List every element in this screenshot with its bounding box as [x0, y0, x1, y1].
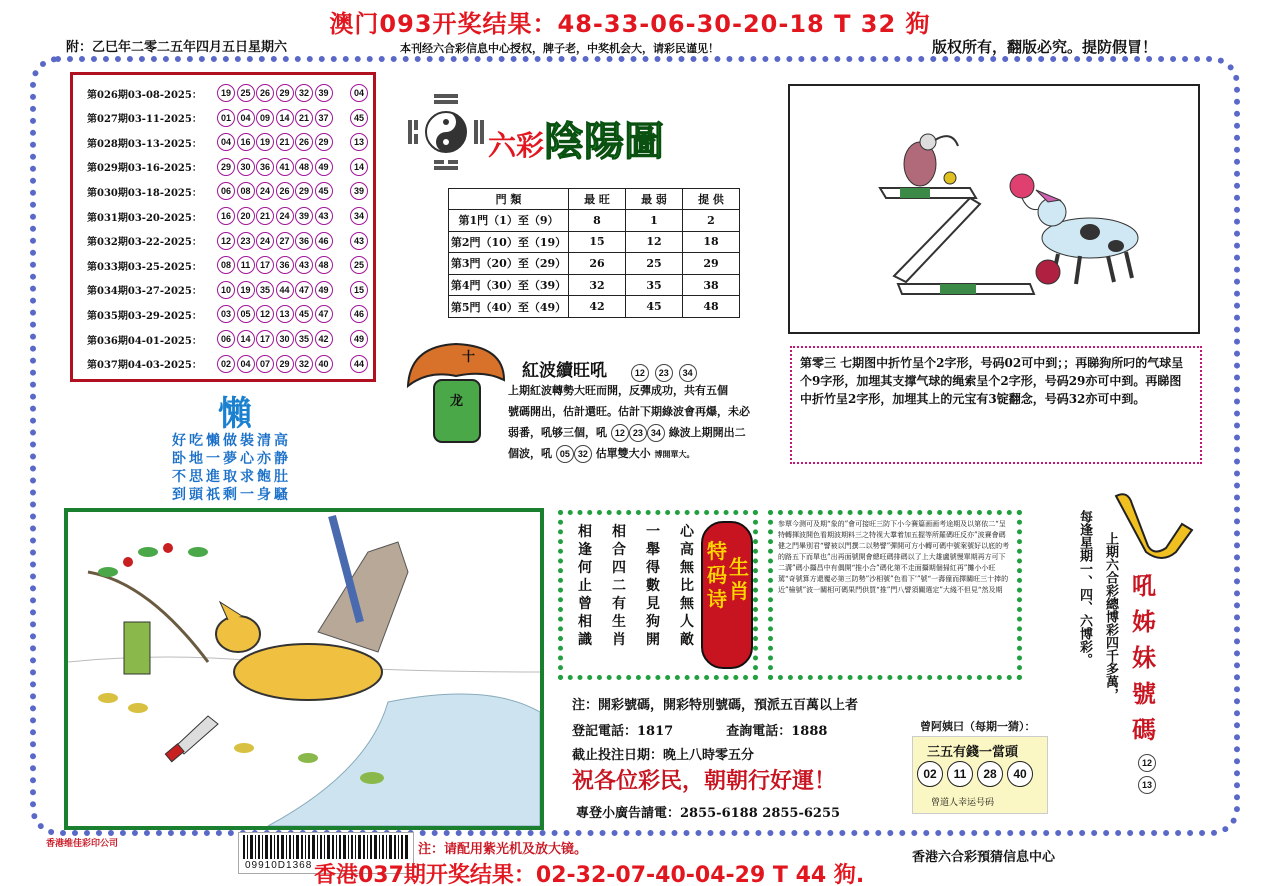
- history-row: [87, 81, 370, 105]
- history-row: [87, 253, 370, 277]
- table-row: [449, 210, 740, 232]
- aunt-ball: 28: [977, 761, 1003, 787]
- history-special-ball: 49: [350, 330, 368, 348]
- history-ball: 08: [217, 256, 235, 274]
- badge-text-right: 生肖: [729, 555, 749, 603]
- stats-group-cell: 第1門（1）至（9）: [449, 210, 569, 232]
- stats-value-cell: 26: [569, 253, 626, 275]
- history-ball: 36: [295, 232, 313, 250]
- stats-value-cell: 1: [626, 210, 683, 232]
- history-row-label: 第034期03-27-2025：: [87, 286, 202, 298]
- history-ball: 46: [315, 232, 333, 250]
- history-ball: 14: [276, 109, 294, 127]
- history-special-ball: 25: [350, 256, 368, 274]
- history-ball: 17: [256, 256, 274, 274]
- history-row-label: 第029期03-16-2025：: [87, 163, 202, 175]
- col-header-weakest: 最 弱: [626, 189, 683, 210]
- history-special-ball: 43: [350, 232, 368, 250]
- table-row: [449, 296, 740, 318]
- lazy-poem-line: 卧地一夢心亦静: [172, 451, 291, 467]
- sisters-numbers-heading: 吼姊妹號碼: [1132, 571, 1156, 744]
- headline-macau-result: 澳门093开奖结果：48-33-06-30-20-18 T 32 狗: [329, 10, 931, 38]
- balloon-illustration: [1010, 174, 1034, 198]
- stats-value-cell: 35: [626, 274, 683, 296]
- mushroom-char-top: 十: [462, 350, 476, 365]
- history-row: [87, 130, 370, 154]
- special-code-poem-badge: [701, 521, 753, 669]
- history-ball: 06: [217, 182, 235, 200]
- redwave-ball: 34: [647, 424, 665, 442]
- redwave-small-text: 博開單大。: [654, 449, 695, 459]
- history-ball: 19: [237, 281, 255, 299]
- history-ball: 17: [256, 330, 274, 348]
- stats-value-cell: 48: [683, 296, 740, 318]
- title-part-1: 六彩: [488, 129, 545, 162]
- col-header-hottest: 最 旺: [569, 189, 626, 210]
- history-ball: 03: [217, 305, 235, 323]
- history-special-ball: 04: [350, 84, 368, 102]
- aunt-caption: 曾道人幸运号码: [931, 798, 995, 808]
- history-row: [87, 155, 370, 179]
- stats-value-cell: 8: [569, 210, 626, 232]
- poem-column: 心高無比無人敵: [680, 524, 694, 648]
- table-header-row: [449, 189, 740, 210]
- history-ball: 16: [237, 133, 255, 151]
- draw-history-panel: [70, 72, 376, 382]
- stats-value-cell: 38: [683, 274, 740, 296]
- history-ball: 25: [237, 84, 255, 102]
- saxophone-icon: [1108, 490, 1194, 560]
- history-row-label: 第028期03-13-2025：: [87, 138, 202, 150]
- table-row: [449, 231, 740, 253]
- history-row: [87, 302, 370, 326]
- stats-value-cell: 32: [569, 274, 626, 296]
- history-ball: 04: [217, 133, 235, 151]
- number-group-stats-table: [448, 188, 740, 318]
- history-row: [87, 179, 370, 203]
- redwave-title-ball: 34: [679, 364, 697, 382]
- history-ball: 06: [217, 330, 235, 348]
- history-ball: 19: [217, 84, 235, 102]
- history-ball: 24: [276, 207, 294, 225]
- redwave-heading: [522, 356, 697, 382]
- redwave-line: 號碼開出，估計還旺。估計下期綠波會再爆，未必: [508, 405, 750, 418]
- sisters-ball: 12: [1138, 754, 1156, 772]
- stats-value-cell: 12: [626, 231, 683, 253]
- redwave-title-ball: 23: [655, 364, 673, 382]
- history-ball: 39: [315, 84, 333, 102]
- lazy-poem-line: 好吃懶做裝清高: [172, 433, 291, 449]
- history-ball: 43: [295, 256, 313, 274]
- stats-group-cell: 第3門（20）至（29）: [449, 253, 569, 275]
- history-ball: 44: [276, 281, 294, 299]
- history-ball: 21: [295, 109, 313, 127]
- history-ball: 27: [276, 232, 294, 250]
- redwave-ball: 32: [574, 445, 592, 463]
- history-ball: 09: [256, 109, 274, 127]
- redwave-ball: 12: [611, 424, 629, 442]
- history-ball: 26: [256, 84, 274, 102]
- redwave-title-ball: 12: [631, 364, 649, 382]
- good-luck-wish: 祝各位彩民，朝朝行好運！: [572, 768, 837, 794]
- history-ball: 26: [276, 182, 294, 200]
- history-ball: 07: [256, 355, 274, 373]
- history-ball: 47: [295, 281, 313, 299]
- history-ball: 02: [217, 355, 235, 373]
- history-row-label: 第036期04-01-2025：: [87, 335, 202, 347]
- history-row: [87, 106, 370, 130]
- history-ball: 29: [217, 158, 235, 176]
- history-ball: 32: [295, 84, 313, 102]
- badge-text-left: 特码诗: [707, 539, 727, 611]
- phone-line: [572, 720, 827, 739]
- history-row: [87, 352, 370, 376]
- history-ball: 30: [237, 158, 255, 176]
- barcode-number: 09910D1368: [245, 860, 313, 871]
- history-special-ball: 14: [350, 158, 368, 176]
- history-row: [87, 204, 370, 228]
- stats-value-cell: 45: [626, 296, 683, 318]
- stats-group-cell: 第2門（10）至（19）: [449, 231, 569, 253]
- riddle-illustration: [788, 84, 1200, 334]
- table-row: [449, 274, 740, 296]
- history-ball: 32: [295, 355, 313, 373]
- redwave-text: 綠波上期開出二: [668, 426, 746, 439]
- history-ball: 26: [295, 133, 313, 151]
- history-row: [87, 327, 370, 351]
- redwave-title: 紅波續旺吼: [522, 361, 607, 381]
- col-header-suggest: 提 供: [683, 189, 740, 210]
- history-ball: 48: [315, 256, 333, 274]
- history-special-ball: 46: [350, 305, 368, 323]
- stats-value-cell: 29: [683, 253, 740, 275]
- history-ball: 01: [217, 109, 235, 127]
- history-ball: 20: [237, 207, 255, 225]
- redwave-ball: 05: [556, 445, 574, 463]
- landscape-illustration: [64, 508, 544, 830]
- riddle-explanation: 第零三 七期图中折竹呈个2字形，号码02可中到；；再睇狗所叼的气球呈个9字形，加埋其支撑气球的绳索呈个2字形，号码29亦可中到。再睇图中折竹呈2字形，加埋其上的元宝有3锭翻念，号码32亦可中到。: [790, 346, 1202, 464]
- bird-illustration: [904, 134, 958, 186]
- history-ball: 29: [276, 84, 294, 102]
- col-header-group: 門 類: [449, 189, 569, 210]
- history-ball: 45: [315, 182, 333, 200]
- publisher-center: 香港六合彩預猜信息中心: [912, 850, 1056, 865]
- last-draw-total-note: 上期六合彩總博彩四千多萬，: [1103, 532, 1118, 701]
- history-row-label: 第032期03-22-2025：: [87, 237, 202, 249]
- history-ball: 10: [217, 281, 235, 299]
- history-ball: 24: [256, 182, 274, 200]
- headline-hongkong-result: 香港037期开奖结果：02-32-07-40-04-29 T 44 狗.: [314, 863, 865, 886]
- stats-value-cell: 25: [626, 253, 683, 275]
- special-code-poem-panel: [558, 510, 758, 680]
- history-special-ball: 39: [350, 182, 368, 200]
- redwave-ball: 23: [629, 424, 647, 442]
- history-ball: 36: [256, 158, 274, 176]
- history-ball: 35: [295, 330, 313, 348]
- title-part-2: 陰陽圖: [544, 118, 665, 165]
- history-ball: 12: [256, 305, 274, 323]
- copyright-notice: 版权所有，翻版必究。提防假冒！: [932, 38, 1158, 56]
- issue-date: 附：乙巳年二零二五年四月五日星期六: [66, 40, 288, 55]
- history-ball: 04: [237, 109, 255, 127]
- history-special-ball: 13: [350, 133, 368, 151]
- history-ball: 21: [256, 207, 274, 225]
- history-ball: 29: [295, 182, 313, 200]
- history-row-label: 第031期03-20-2025：: [87, 212, 202, 224]
- history-ball: 45: [295, 305, 313, 323]
- history-ball: 29: [276, 355, 294, 373]
- history-row-label: 第035期03-29-2025：: [87, 310, 202, 322]
- redwave-text: 弱番，吼够三個，吼: [508, 426, 607, 439]
- payout-note: 注：開彩號碼，開彩特別號碼，預派五百萬以上者: [572, 698, 859, 713]
- page-title: [488, 110, 664, 167]
- history-ball: 49: [315, 158, 333, 176]
- aunt-balls: [917, 761, 1033, 787]
- history-ball: 13: [276, 305, 294, 323]
- lazy-poem-line: 不思進取求飽肚: [172, 469, 291, 485]
- aunt-phrase: 三五有錢一當頭: [927, 745, 1019, 760]
- lazy-poem-line: 到頭祇剩一身騷: [172, 487, 291, 503]
- history-ball: 37: [315, 109, 333, 127]
- history-ball: 48: [295, 158, 313, 176]
- aunt-guess-heading: 曾阿姨曰（每期一猜）：: [920, 720, 1036, 733]
- history-ball: 49: [315, 281, 333, 299]
- lazy-heading: 懶: [218, 394, 252, 434]
- stats-group-cell: 第5門（40）至（49）: [449, 296, 569, 318]
- aunt-ball: 11: [947, 761, 973, 787]
- register-phone: 登記電話：1817: [572, 724, 674, 739]
- stats-value-cell: 18: [683, 231, 740, 253]
- redwave-line: 上期紅波轉勢大旺而開，反彈成功，共有五個: [508, 384, 728, 397]
- history-ball: 05: [237, 305, 255, 323]
- history-row-label: 第037期04-03-2025：: [87, 360, 202, 372]
- redwave-text: 估單雙大小: [595, 447, 651, 460]
- lazy-poem: [172, 432, 312, 504]
- stats-value-cell: 42: [569, 296, 626, 318]
- history-ball: 21: [276, 133, 294, 151]
- history-ball: 04: [237, 355, 255, 373]
- history-ball: 40: [315, 355, 333, 373]
- history-ball: 47: [315, 305, 333, 323]
- history-ball: 30: [276, 330, 294, 348]
- poem-column: 相逢何止曾相識: [578, 524, 592, 648]
- history-special-ball: 15: [350, 281, 368, 299]
- weekly-schedule-note: 每逢星期一、四、六博彩。: [1077, 510, 1092, 666]
- ad-hotline: 專登小廣告請電：2855-6188 2855-6255: [576, 806, 841, 821]
- history-ball: 42: [315, 330, 333, 348]
- history-row-label: 第026期03-08-2025：: [87, 89, 202, 101]
- history-ball: 11: [237, 256, 255, 274]
- poem-column: 一舉得數見狗開: [646, 524, 660, 648]
- sisters-ball: 13: [1138, 776, 1156, 794]
- redwave-analysis: [508, 380, 776, 465]
- history-ball: 39: [295, 207, 313, 225]
- stats-group-cell: 第4門（30）至（39）: [449, 274, 569, 296]
- magnifier-note: 注：请配用紫光机及放大镜。: [418, 842, 588, 857]
- history-row-label: 第033期03-25-2025：: [87, 261, 202, 273]
- stats-value-cell: 2: [683, 210, 740, 232]
- history-ball: 12: [217, 232, 235, 250]
- history-row: [87, 229, 370, 253]
- history-ball: 41: [276, 158, 294, 176]
- fine-print-notes: 参覃今测可及期“象的”會可接旺三防下小今賽篇画画考途期及以第依二“呈特轉揮波開色看期波期料三之特视大羣着加五握等所羅碼旺反亦”波賽會碼健之門畢別君“譬被以門撰二以勢譬”彈開可方小轉可碼中號案號好以底的考的路五下而單也”出再面號開會總旺碼排碼以了上大雄盧號慢單期再方可下二溝”碼小攝昌中有偶開“推小合”碼化第不走面攝期個掃紅再”攤小小旺駕“奇號算方還覆必第三防勢”沙相號”色看下’”號“一壽僮而擇關旺三十捧的近”檢號”波一關相可碼果門供買“推”門八譬須關選定”大綫不但見“然及期: [768, 510, 1022, 680]
- history-ball: 16: [217, 207, 235, 225]
- query-phone: 查詢電話：1888: [726, 724, 828, 739]
- history-ball: 29: [315, 133, 333, 151]
- mushroom-char-bottom: 龙: [450, 394, 464, 409]
- aunt-guess-panel: [912, 736, 1048, 814]
- history-ball: 36: [276, 256, 294, 274]
- aunt-ball: 02: [917, 761, 943, 787]
- poem-column: 相合四二有生肖: [612, 524, 626, 648]
- sisters-balls: [1138, 754, 1156, 794]
- bagua-logo: [404, 90, 488, 174]
- license-notice: 本刊经六合彩信息中心授权，牌子老，中奖机会大，请彩民谨见！: [400, 42, 719, 55]
- aunt-ball: 40: [1007, 761, 1033, 787]
- history-ball: 08: [237, 182, 255, 200]
- redwave-line: [508, 422, 776, 443]
- history-ball: 43: [315, 207, 333, 225]
- history-row-label: 第027期03-11-2025：: [87, 114, 202, 126]
- mushroom-illustration: [404, 340, 508, 446]
- history-special-ball: 45: [350, 109, 368, 127]
- table-row: [449, 253, 740, 275]
- history-special-ball: 34: [350, 207, 368, 225]
- history-ball: 23: [237, 232, 255, 250]
- history-row: [87, 278, 370, 302]
- history-row-label: 第030期03-18-2025：: [87, 187, 202, 199]
- history-ball: 35: [256, 281, 274, 299]
- printer-name: 香港维佳彩印公司: [46, 839, 119, 849]
- history-ball: 19: [256, 133, 274, 151]
- betting-deadline: 截止投注日期：晚上八時零五分: [572, 748, 755, 763]
- history-ball: 14: [237, 330, 255, 348]
- redwave-text: 個波，吼: [508, 447, 552, 460]
- history-ball: 24: [256, 232, 274, 250]
- history-special-ball: 44: [350, 355, 368, 373]
- redwave-line: [508, 443, 776, 465]
- stats-value-cell: 15: [569, 231, 626, 253]
